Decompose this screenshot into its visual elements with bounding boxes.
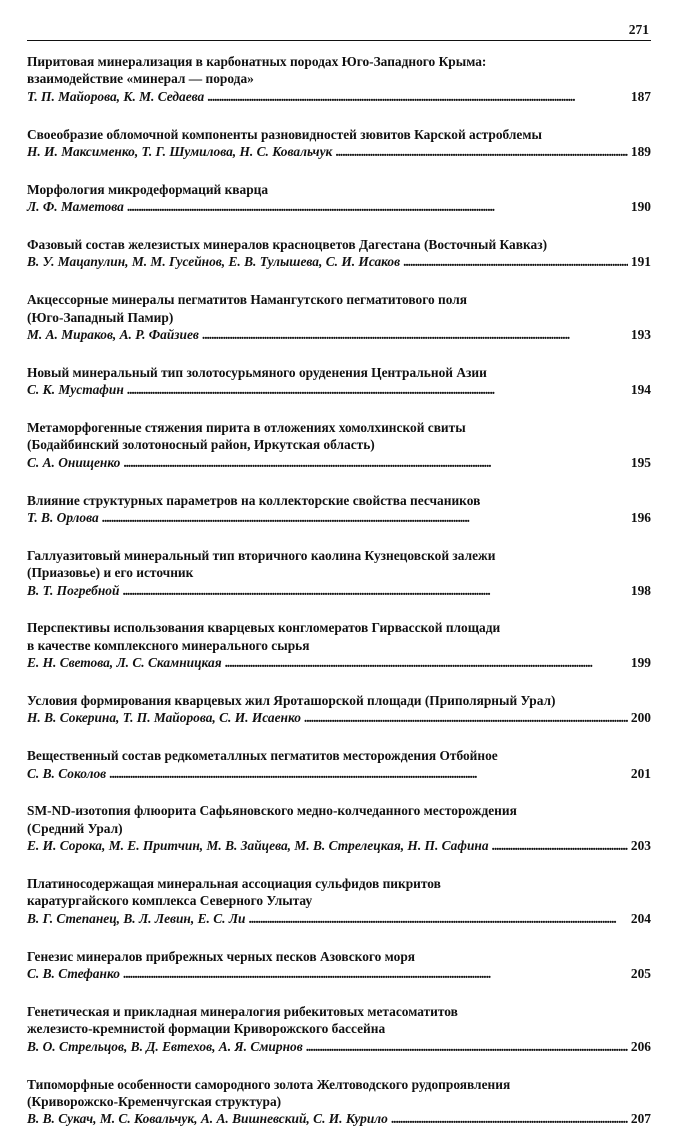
entry-title-line: железисто-кремнистой формации Криворожского бассейна (27, 1021, 386, 1037)
entry-title-line: каратургайского комплекса Северного Улытау (27, 893, 313, 909)
entry-authors: С. В. Стефанко (27, 966, 120, 982)
entry-author-row (27, 1038, 651, 1055)
toc-entry (27, 419, 651, 471)
entry-author-row (27, 965, 651, 982)
entry-page-number: 205 (630, 966, 651, 982)
entry-authors: С. К. Мустафин (27, 382, 124, 398)
entry-author-row (27, 582, 651, 599)
entry-page-number: 203 (630, 838, 651, 854)
entry-author-row (27, 509, 651, 526)
dot-leader (202, 326, 628, 343)
entry-page-number: 189 (630, 144, 651, 160)
entry-author-row (27, 454, 651, 471)
entry-title-line: (Бодайбинский золотоносный район, Иркутская область) (27, 437, 375, 453)
dot-leader (391, 1110, 628, 1127)
toc-entry (27, 181, 651, 216)
dot-leader (123, 965, 628, 982)
toc-entry (27, 747, 651, 782)
toc-entry (27, 291, 651, 343)
dot-leader (492, 837, 628, 854)
entry-authors: В. О. Стрельцов, В. Д. Евтехов, А. Я. Смирнов (27, 1038, 303, 1054)
dot-leader (225, 654, 628, 671)
dot-leader (304, 709, 628, 726)
entry-authors: В. Т. Погребной (27, 582, 120, 598)
entry-author-row (27, 253, 651, 270)
entry-authors: М. А. Мираков, А. Р. Файзиев (27, 327, 199, 343)
entry-title-line: SM-ND-изотопия флюорита Сафьяновского медно-колчеданного месторождения (27, 803, 517, 819)
entry-author-row (27, 1110, 651, 1127)
entry-author-row (27, 910, 651, 927)
entry-page-number: 198 (630, 582, 651, 598)
entry-title-line: Метаморфогенные стяжения пирита в отложениях хомолхинской свиты (27, 420, 466, 436)
entry-author-row (27, 837, 651, 854)
entry-title-line: (Приазовье) и его источник (27, 565, 194, 581)
entry-title-line: (Криворожско-Кременчугская структура) (27, 1093, 282, 1109)
toc-entry (27, 875, 651, 927)
toc-entry (27, 547, 651, 599)
toc-entry (27, 802, 651, 854)
entry-page-number: 187 (630, 88, 651, 104)
entry-page-number: 194 (630, 382, 651, 398)
dot-leader (403, 253, 628, 270)
toc-entry (27, 53, 651, 105)
entry-title-line: Морфология микродеформаций кварца (27, 181, 269, 197)
entry-authors: Е. И. Сорока, М. Е. Притчин, М. В. Зайцева, М. В. Стрелецкая, Н. П. Сафина (27, 838, 489, 854)
entry-authors: С. В. Соколов (27, 765, 107, 781)
entry-title-line: (Средний Урал) (27, 820, 123, 836)
entry-authors: Н. И. Максименко, Т. Г. Шумилова, Н. С. Ковальчук (27, 144, 333, 160)
entry-authors: Е. Н. Светова, Л. С. Скамницкая (27, 655, 222, 671)
toc-entry (27, 126, 651, 161)
entry-author-row (27, 654, 651, 671)
entry-title-line: Галлуазитовый минеральный тип вторичного каолина Кузнецовской залежи (27, 547, 496, 563)
entry-page-number: 200 (630, 710, 651, 726)
dot-leader (102, 509, 628, 526)
entry-page-number: 199 (630, 655, 651, 671)
entry-page-number: 204 (630, 910, 651, 926)
dot-leader (207, 88, 628, 105)
entry-page-number: 207 (630, 1111, 651, 1127)
entry-title-line: Своеобразие обломочной компоненты разновидностей зювитов Карской астроблемы (27, 126, 542, 142)
entry-page-number: 196 (630, 510, 651, 526)
entry-author-row (27, 709, 651, 726)
entry-authors: Т. П. Майорова, К. М. Седаева (27, 88, 205, 104)
entry-title-line: Условия формирования кварцевых жил Яроташорской площади (Приполярный Урал) (27, 693, 556, 709)
dot-leader (306, 1038, 628, 1055)
entry-title-line: Генезис минералов прибрежных черных песков Азовского моря (27, 948, 416, 964)
entry-authors: В. У. Мацапулин, М. М. Гусейнов, Е. В. Тулышева, С. И. Исаков (27, 254, 401, 270)
toc-entry (27, 619, 651, 671)
toc-entry (27, 236, 651, 271)
page-number: 271 (628, 22, 649, 37)
entry-page-number: 201 (630, 765, 651, 781)
entry-page-number: 206 (630, 1038, 651, 1054)
dot-leader (123, 454, 628, 471)
table-of-contents (27, 53, 651, 1148)
dot-leader (127, 198, 628, 215)
entry-author-row (27, 765, 651, 782)
toc-entry (27, 692, 651, 727)
entry-title-line: Типоморфные особенности самородного золота Желтоводского рудопроявления (27, 1076, 511, 1092)
entry-author-row (27, 143, 651, 160)
entry-title-line: в качестве комплексного минерального сырья (27, 637, 310, 653)
entry-page-number: 193 (630, 327, 651, 343)
entry-title-line: взаимодействие «минерал — порода» (27, 71, 254, 87)
entry-title-line: Акцессорные минералы пегматитов Намангутского пегматитового поля (27, 292, 467, 308)
entry-title-line: Платиносодержащая минеральная ассоциация сульфидов пикритов (27, 876, 441, 892)
entry-title-line: Пиритовая минерализация в карбонатных породах Юго-Западного Крыма: (27, 54, 487, 69)
entry-page-number: 191 (630, 254, 651, 270)
entry-title-line: Новый минеральный тип золотосурьмяного оруденения Центральной Азии (27, 364, 487, 380)
entry-author-row (27, 381, 651, 398)
entry-title-line: Перспективы использования кварцевых конгломератов Гирвасской площади (27, 620, 501, 636)
entry-author-row (27, 88, 651, 105)
entry-authors: Л. Ф. Маметова (27, 199, 124, 215)
entry-authors: В. Г. Степанец, В. Л. Левин, Е. С. Ли (27, 910, 246, 926)
entry-author-row (27, 198, 651, 215)
dot-leader (248, 910, 627, 927)
entry-author-row (27, 326, 651, 343)
entry-authors: Т. В. Орлова (27, 510, 99, 526)
toc-entry (27, 364, 651, 399)
dot-leader (122, 582, 627, 599)
entry-authors: В. В. Сукач, М. С. Ковальчук, А. А. Вишневский, С. И. Курило (27, 1111, 388, 1127)
entry-title-line: Генетическая и прикладная минералогия рибекитовых метасоматитов (27, 1003, 458, 1019)
entry-page-number: 190 (630, 199, 651, 215)
dot-leader (335, 143, 628, 160)
entry-title-line: Фазовый состав железистых минералов красноцветов Дагестана (Восточный Кавказ) (27, 237, 548, 253)
entry-title-line: (Юго-Западный Памир) (27, 309, 174, 325)
toc-entry (27, 948, 651, 983)
toc-entry (27, 1003, 651, 1055)
toc-entry (27, 1076, 651, 1128)
header-rule (27, 40, 651, 41)
entry-page-number: 195 (630, 454, 651, 470)
toc-entry (27, 492, 651, 527)
entry-title-line: Влияние структурных параметров на коллекторские свойства песчаников (27, 492, 481, 508)
entry-authors: Н. В. Сокерина, Т. П. Майорова, С. И. Исаенко (27, 710, 301, 726)
dot-leader (109, 765, 628, 782)
entry-title-line: Вещественный состав редкометаллных пегматитов месторождения Отбойное (27, 748, 498, 764)
entry-authors: С. А. Онищенко (27, 454, 121, 470)
dot-leader (127, 381, 628, 398)
